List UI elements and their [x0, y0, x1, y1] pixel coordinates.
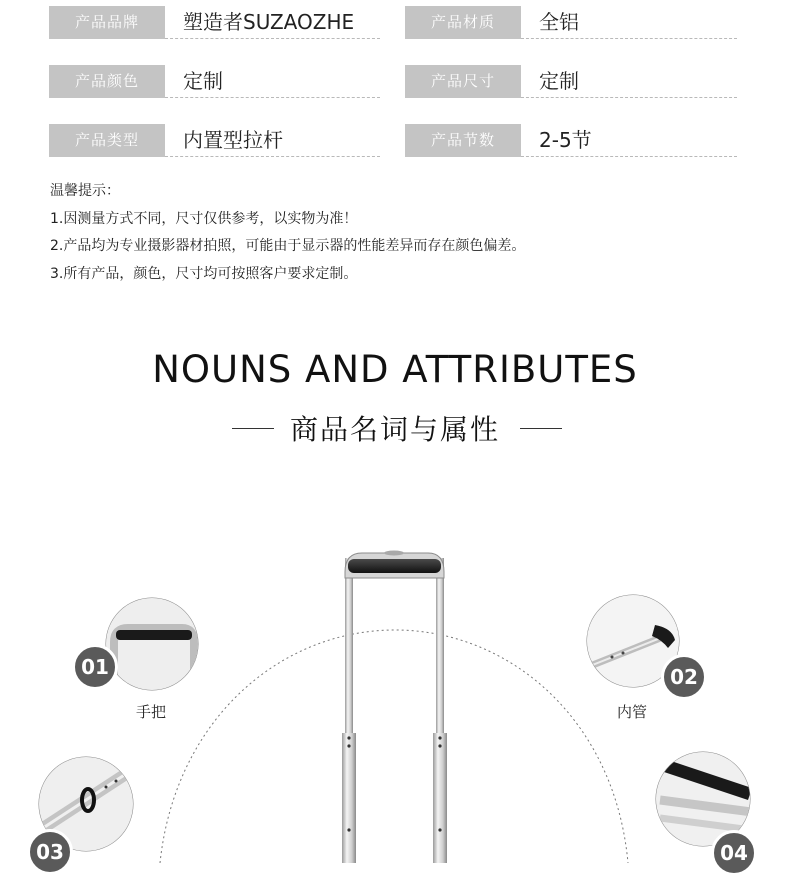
spec-label: 产品类型: [49, 124, 165, 157]
feature-badge: 01: [72, 644, 118, 690]
notes-item: 3.所有产品，颜色，尺寸均可按照客户要求定制。: [50, 265, 358, 282]
feature-caption: 内管: [617, 703, 648, 721]
spec-value: 全铝: [521, 6, 737, 39]
spec-value: 塑造者SUZAOZHE: [165, 6, 380, 39]
feature-badge: 03: [27, 829, 73, 875]
spec-label: 产品材质: [405, 6, 521, 39]
notes-block: [50, 178, 525, 288]
spec-value: 内置型拉杆: [165, 124, 380, 157]
product-illustration: [0, 443, 790, 863]
trolley-handle: [342, 551, 447, 864]
feature-caption: 手把: [136, 703, 167, 721]
section-title-cn: 商品名词与属性: [289, 413, 500, 446]
dashed-arc: [160, 630, 628, 863]
feature-badge: 04: [711, 830, 757, 876]
spec-row: [0, 124, 790, 160]
section-title-en: NOUNS AND ATTRIBUTES: [152, 348, 638, 391]
spec-label: 产品节数: [405, 124, 521, 157]
notes-item: 1.因测量方式不同，尺寸仅供参考，以实物为准！: [50, 210, 358, 227]
spec-row: [0, 6, 790, 42]
feature-badge: 02: [661, 654, 707, 700]
spec-value: 定制: [165, 65, 380, 98]
notes-title: 温馨提示：: [50, 183, 120, 199]
spec-row: [0, 65, 790, 101]
feature-image-handle: [104, 598, 200, 690]
heading-divider-right: [520, 428, 562, 429]
spec-label: 产品品牌: [49, 6, 165, 39]
spec-label: 产品颜色: [49, 65, 165, 98]
spec-label: 产品尺寸: [405, 65, 521, 98]
spec-value: 2-5节: [521, 124, 737, 157]
spec-value: 定制: [521, 65, 737, 98]
notes-item: 2.产品均为专业摄影器材拍照，可能由于显示器的性能差异而存在颜色偏差。: [50, 238, 526, 254]
